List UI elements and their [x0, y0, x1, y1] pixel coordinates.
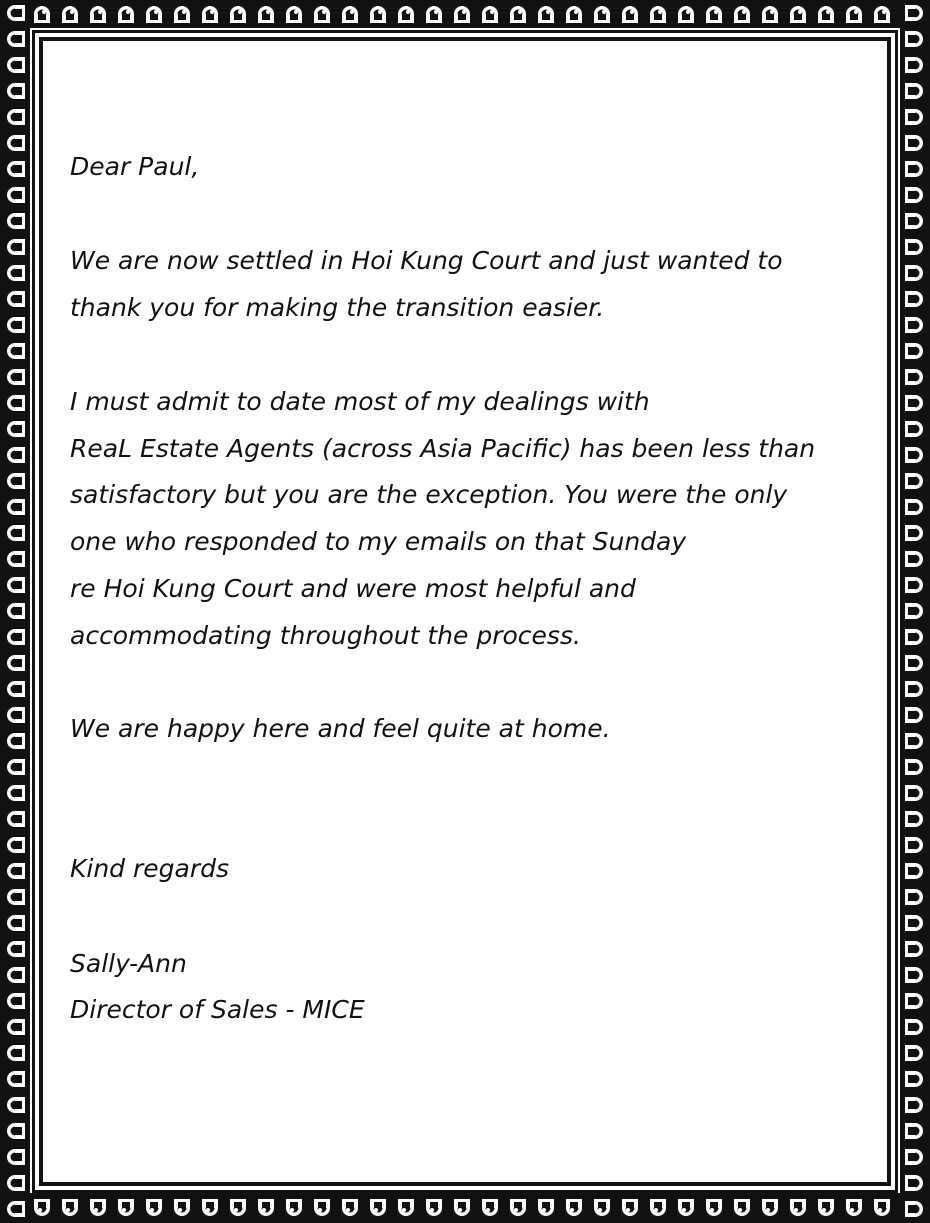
ornamental-border-bottom: [0, 1193, 930, 1223]
signature-name: Sally-Ann: [70, 949, 187, 978]
signature-title: Director of Sales - MICE: [70, 995, 365, 1024]
scroll-swirl-icon: [0, 1193, 930, 1223]
paragraph2-line-5: re Hoi Kung Court and were most helpful and: [70, 574, 636, 603]
paragraph2-line-2: ReaL Estate Agents (across Asia Pacific) has been less than: [70, 434, 816, 463]
paragraph2-line-4: one who responded to my emails on that Sunday: [70, 527, 687, 556]
ornamental-border-right: [900, 0, 930, 1223]
ornamental-border-top: [0, 0, 930, 28]
paragraph2-line-6: accommodating throughout the process.: [70, 621, 581, 650]
paragraph1-line-2: thank you for making the transition easier.: [70, 293, 605, 322]
scroll-swirl-icon: [900, 0, 930, 1223]
paragraph1-line-1: We are now settled in Hoi Kung Court and just wanted to: [70, 246, 783, 275]
scroll-swirl-icon: [0, 0, 30, 1223]
paragraph3: We are happy here and feel quite at home.: [70, 714, 611, 743]
ornamental-border-left: [0, 0, 30, 1223]
salutation: Dear Paul,: [70, 152, 200, 181]
closing: Kind regards: [70, 854, 230, 883]
paragraph2-line-3: satisfactory but you are the exception. You were the only: [70, 480, 788, 509]
paragraph2-line-1: I must admit to date most of my dealings with: [70, 387, 650, 416]
scroll-swirl-icon: [0, 0, 930, 28]
